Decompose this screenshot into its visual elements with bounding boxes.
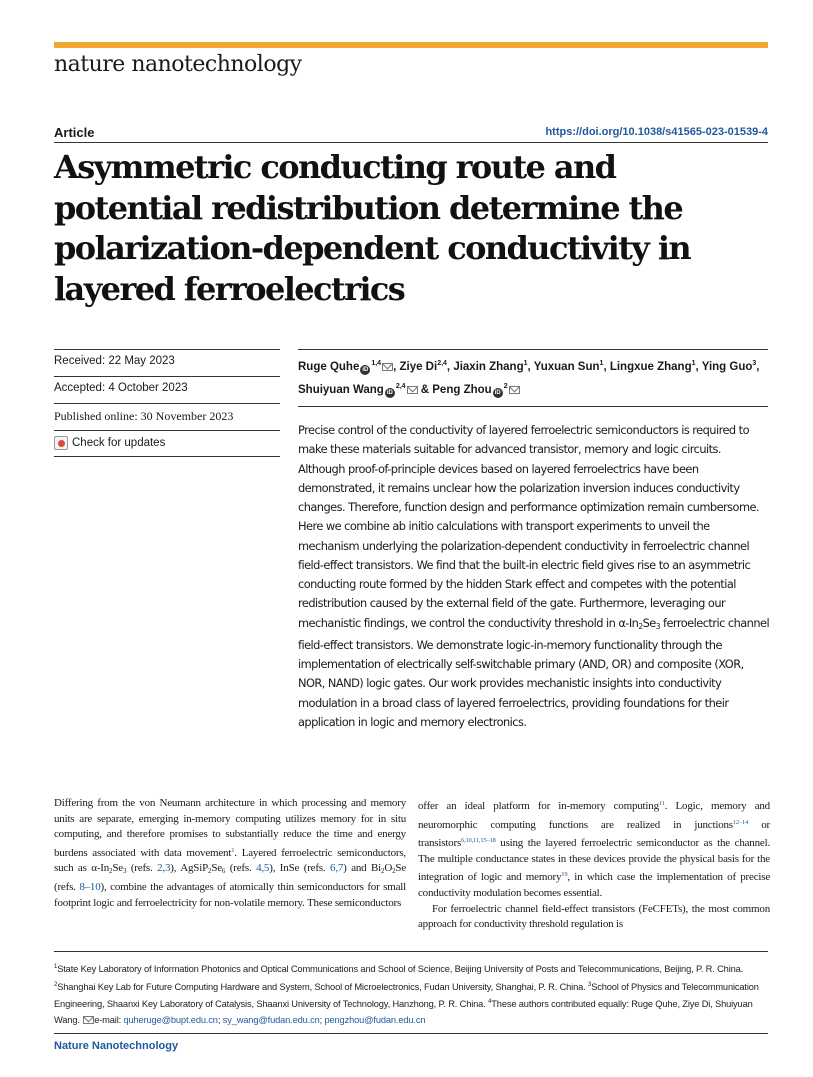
published-date: Published online: 30 November 2023 bbox=[54, 403, 280, 430]
abstract-subscript: 2 bbox=[638, 621, 643, 631]
abstract-text: Precise control of the conductivity of layered ferroelectric semiconductors is required to make these materials suitable for advanced transistor, memory and logic circuits. Although proof-of-principle devices based on layered ferroelectrics have been demonstrated, it remains unclear how the polarization inversion induces conductivity changes. Therefore, function design and performance optimization remain cumbersome. Here we combine ab initio calculations with transport experiments to unveil the mechanism underlying the polarization-dependent conductivity in ferroelectric channel field-effect transistors. We find that the built-in electric field gives rise to an asymmetric conducting route formed by the hidden Stark effect and competes with the potential redistribution caused by the external field of the gate. Furthermore, leveraging our mechanistic findings, we control the conductivity threshold in α-In bbox=[298, 423, 760, 630]
author-affiliation: 2,4 bbox=[395, 383, 406, 390]
author-affiliation: 1 bbox=[599, 360, 604, 367]
orcid-icon[interactable]: iD bbox=[362, 367, 369, 373]
body-column-right: offer an ideal platform for in-memory computing$^{11}$. Logic, memory and neuromorphic computing functions are realized in junctions$^{12-14}$ or transistors$^{6,10,11,15-18}$ using the layered ferroelectric semiconductor as the channel. The multiple conductance states in these devices provide the physical basis for the integration of logic and memory$^{19}$, in which case the implementation of precise conductivity modulation becomes essential. For ferroelectric channel field-effect transistors (FeCFETs), the most common approach for conductivity threshold regulation is bbox=[418, 800, 771, 931]
orcid-icon[interactable]: iD bbox=[494, 390, 501, 396]
abstract bbox=[298, 421, 770, 732]
author-name[interactable]: Shuiyuan Wang bbox=[298, 384, 384, 396]
author-name[interactable]: Ziye Di bbox=[399, 361, 438, 373]
header-divider bbox=[54, 142, 768, 143]
citation-link[interactable]: 8–10 bbox=[79, 880, 101, 893]
affiliations: $^1$State Key Laboratory of Information Photonics and Optical Communications and School of Science, Beijing University of Posts and Telecommunications, Beijing, P. R. China. $^2$Shanghai Key Lab for Future Computing Hardware and System, School of Microelectronics, Fudan University, Shanghai, P. R. China. $^3$School of Physics and Telecommunication Engineering, Shaanxi Key Laboratory of Catalysis, Shaanxi University of Technology, Hanzhong, P. R. China. $^4$These authors contributed equally: Ruge Quhe, Ziye Di, Shuiyuan Wang. e-mail: quheruge@bupt.edu.cn; sy_wang@fudan.edu.cn; pengzhou@fudan.edu.cn bbox=[54, 964, 759, 1025]
citation-link[interactable]: 6,7 bbox=[330, 862, 344, 875]
author-name[interactable]: Ruge Quhe bbox=[298, 361, 360, 373]
footnote-divider bbox=[54, 951, 768, 952]
email-icon[interactable] bbox=[509, 386, 520, 394]
email-icon[interactable] bbox=[407, 386, 418, 394]
citation-link[interactable]: 4,5 bbox=[256, 862, 270, 875]
email-link[interactable]: pengzhou@fudan.edu.cn bbox=[324, 1014, 426, 1025]
accepted-date: Accepted: 4 October 2023 bbox=[54, 376, 280, 403]
email-link[interactable]: sy_wang@fudan.edu.cn bbox=[222, 1014, 320, 1025]
citation-link[interactable]: 19 bbox=[561, 871, 568, 879]
abstract-text: Se bbox=[642, 615, 656, 630]
author-affiliation: 1 bbox=[691, 360, 696, 367]
citation-link[interactable]: 1 bbox=[231, 846, 235, 854]
orcid-icon[interactable]: iD bbox=[386, 390, 393, 396]
citation-link[interactable]: 11 bbox=[658, 800, 665, 807]
author-name[interactable]: Jiaxin Zhang bbox=[453, 361, 524, 373]
author-affiliation: 1,4 bbox=[371, 360, 382, 367]
doi-link[interactable]: https://doi.org/10.1038/s41565-023-01539-4 bbox=[545, 126, 768, 138]
citation-link[interactable]: 12–14 bbox=[732, 818, 749, 826]
author-list: Ruge Quhe iD$^{1,4}$ , Ziye Di$^{2,4}$, Jiaxin Zhang$^1$, Yuxuan Sun$^1$, Lingxue Zhang$^1$, Ying Guo$^3$, Shuiyuan Wang iD$^{2,4}$ & Peng Zhou $iD^2$ bbox=[298, 349, 768, 407]
author-affiliation: 2 bbox=[503, 383, 508, 390]
author-affiliation: 2,4 bbox=[437, 360, 447, 367]
body-column-left: Differing from the von Neumann architecture in which processing and memory units are separate, emerging in-memory computing utilizes memory for in situ computing, and therefore promises to substantially reduce the time and energy burdens associated with data movement$^1$. Layered ferroelectric semiconductors, such as $\alpha-In_2Se_3$ (refs. 2,3), $AgSiP_2Se_6$ (refs. 4,5), InSe (refs. 6,7) and $Bi_2O_2Se$ (refs. 8–10), combine the advantages of atomically thin semiconductors for small footprint logic and ferroelectricity for non-volatile memory. These semiconductors bbox=[54, 797, 407, 909]
citation-link[interactable]: 6,10,11,15–18 bbox=[461, 837, 496, 845]
author-name[interactable]: Lingxue Zhang bbox=[609, 361, 692, 373]
author-name[interactable]: Peng Zhou bbox=[432, 384, 492, 396]
author-affiliation: 3 bbox=[752, 360, 757, 367]
footer-divider bbox=[54, 1033, 768, 1034]
article-history bbox=[54, 349, 280, 457]
article-type: Article bbox=[54, 125, 95, 140]
email-icon[interactable] bbox=[382, 363, 393, 371]
check-updates-button[interactable] bbox=[54, 430, 280, 457]
journal-name[interactable]: nature nanotechnology bbox=[54, 52, 302, 77]
author-name[interactable]: Yuxuan Sun bbox=[533, 361, 600, 373]
email-link[interactable]: quheruge@bupt.edu.cn bbox=[123, 1014, 218, 1025]
author-affiliation: 1 bbox=[523, 360, 528, 367]
footer-journal-name[interactable]: Nature Nanotechnology bbox=[54, 1040, 179, 1052]
check-updates-label: Check for updates bbox=[72, 437, 166, 449]
email-icon bbox=[83, 1016, 94, 1024]
received-date: Received: 22 May 2023 bbox=[54, 349, 280, 376]
article-title: Asymmetric conducting route and potential redistribution determine the polarization-dependent conductivity in layered ferroelectrics bbox=[54, 148, 691, 308]
author-name[interactable]: Ying Guo bbox=[701, 361, 753, 373]
journal-accent-bar bbox=[54, 42, 768, 48]
check-updates-icon bbox=[54, 436, 68, 450]
abstract-text: ferroelectric channel field-effect transistors. We demonstrate logic-in-memory functionality through the implementation of electrically self-switchable primary (AND, OR) and composite (XOR, NOR, NAND) logic gates. Our work provides mechanistic insights into conductivity modulation in a broad class of layered ferroelectrics, providing foundations for their application in logic and memory electronics. bbox=[298, 615, 770, 729]
citation-link[interactable]: 2,3 bbox=[157, 862, 171, 875]
abstract-subscript: 3 bbox=[655, 621, 660, 631]
